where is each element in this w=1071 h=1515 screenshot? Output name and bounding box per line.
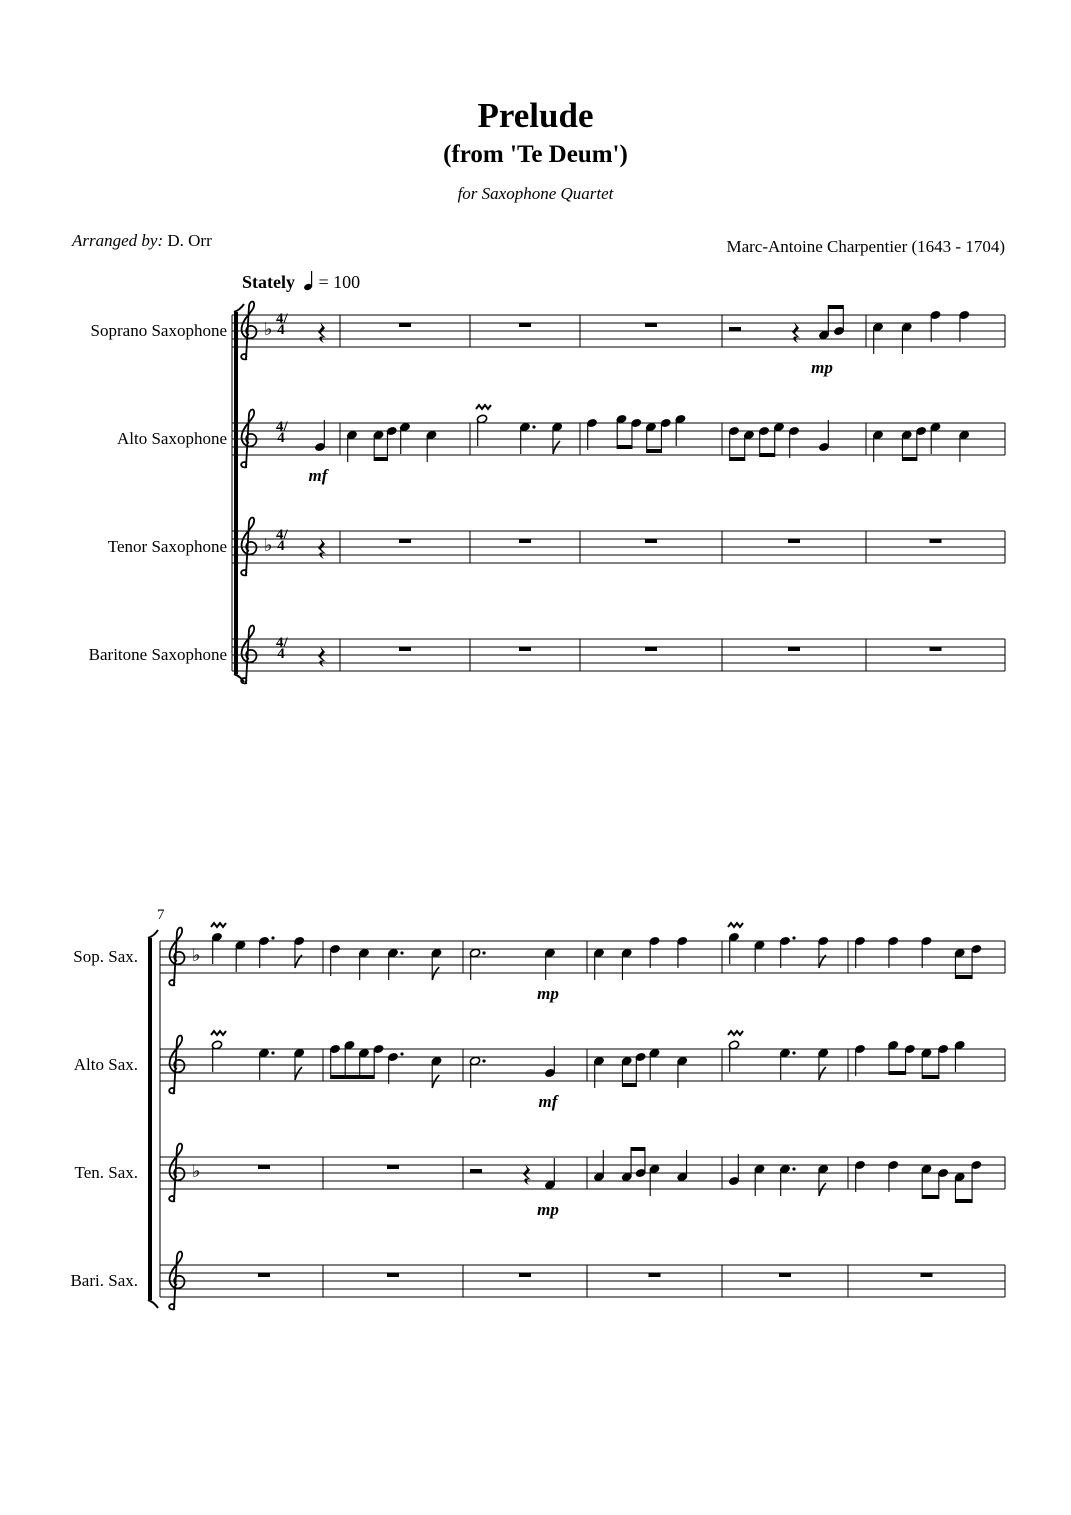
time-signature-alto: 4/4 bbox=[276, 419, 288, 446]
whole-rest bbox=[258, 1273, 270, 1277]
beam bbox=[902, 457, 916, 461]
dynamic-mp: mp bbox=[811, 358, 833, 377]
whole-rest bbox=[645, 539, 657, 543]
treble-clef-icon bbox=[169, 928, 184, 986]
whole-rest bbox=[399, 323, 411, 327]
whole-rest bbox=[649, 1273, 661, 1277]
whole-rest bbox=[930, 647, 942, 651]
beam bbox=[622, 1083, 636, 1087]
composer: Marc-Antoine Charpentier (1643 - 1704) bbox=[726, 237, 1005, 256]
whole-rest bbox=[930, 539, 942, 543]
quarter-rest bbox=[792, 322, 800, 343]
treble-clef-icon bbox=[169, 1252, 184, 1310]
system-bracket bbox=[148, 938, 152, 1300]
staff-baritone-saxophone bbox=[89, 626, 1005, 684]
augmentation-dot bbox=[792, 1167, 795, 1170]
eighth-flag bbox=[553, 441, 560, 454]
staff-alto-saxophone bbox=[117, 405, 1005, 485]
flat-key-signature: ♭ bbox=[192, 945, 201, 966]
instrument-name: Tenor Saxophone bbox=[107, 537, 227, 556]
whole-rest bbox=[387, 1165, 399, 1169]
eighth-flag bbox=[295, 1067, 302, 1080]
beam bbox=[889, 1071, 906, 1075]
mordent-icon bbox=[476, 405, 491, 409]
quarter-rest bbox=[318, 322, 326, 343]
staff-sop-sax- bbox=[73, 923, 1005, 1003]
augmentation-dot bbox=[792, 1051, 795, 1054]
score-title: Prelude bbox=[477, 96, 594, 135]
beam bbox=[955, 1199, 972, 1203]
instrumentation: for Saxophone Quartet bbox=[457, 184, 614, 203]
eighth-flag bbox=[432, 1075, 439, 1088]
whole-rest bbox=[779, 1273, 791, 1277]
score-subtitle: (from 'Te Deum') bbox=[443, 141, 628, 168]
whole-rest bbox=[921, 1273, 933, 1277]
staff-tenor-saxophone bbox=[108, 518, 1005, 576]
system-1 bbox=[89, 302, 1005, 684]
instrument-name: Alto Sax. bbox=[73, 1055, 138, 1074]
instrument-name: Baritone Saxophone bbox=[88, 645, 227, 664]
flat-key-signature: ♭ bbox=[264, 319, 273, 340]
whole-rest bbox=[645, 647, 657, 651]
instrument-name: Alto Saxophone bbox=[116, 429, 227, 448]
bracket-top-curl bbox=[234, 304, 244, 312]
augmentation-dot bbox=[400, 951, 403, 954]
augmentation-dot bbox=[271, 936, 274, 939]
flat-key-signature: ♭ bbox=[264, 535, 273, 556]
quarter-rest bbox=[318, 646, 326, 667]
whole-rest bbox=[519, 539, 531, 543]
instrument-name: Bari. Sax. bbox=[70, 1271, 138, 1290]
beam bbox=[647, 449, 662, 453]
arranger-name: D. Orr bbox=[167, 231, 212, 250]
instrument-name: Soprano Saxophone bbox=[90, 321, 227, 340]
time-signature-baritone: 4/4 bbox=[276, 635, 288, 662]
quarter-rest bbox=[523, 1164, 531, 1185]
whole-rest bbox=[387, 1273, 399, 1277]
augmentation-dot bbox=[482, 1059, 485, 1062]
whole-rest bbox=[519, 647, 531, 651]
treble-clef-icon bbox=[241, 410, 256, 468]
arranger-label: Arranged by: bbox=[72, 231, 164, 250]
staff-bari-sax- bbox=[70, 1252, 1005, 1310]
system-2 bbox=[70, 907, 1005, 1309]
beam bbox=[617, 445, 632, 449]
mordent-icon bbox=[211, 923, 226, 927]
whole-rest bbox=[788, 539, 800, 543]
dynamic-mf: mf bbox=[538, 1092, 558, 1111]
time-signature-tenor: 4/4 bbox=[276, 527, 288, 554]
mordent-icon bbox=[728, 923, 743, 927]
beam bbox=[828, 305, 843, 309]
staff-alto-sax- bbox=[74, 1031, 1005, 1111]
instrument-name: Sop. Sax. bbox=[73, 947, 138, 966]
whole-rest bbox=[519, 1273, 531, 1277]
measure-number: 7 bbox=[157, 907, 165, 923]
staff-ten-sax- bbox=[75, 1144, 1006, 1220]
instrument-name: Ten. Sax. bbox=[74, 1163, 138, 1182]
treble-clef-icon bbox=[169, 1036, 184, 1094]
mordent-icon bbox=[728, 1031, 743, 1035]
augmentation-dot bbox=[271, 1051, 274, 1054]
tempo-text: Stately bbox=[242, 272, 295, 292]
beam bbox=[730, 457, 745, 461]
treble-clef-icon bbox=[169, 1144, 184, 1202]
whole-rest bbox=[788, 647, 800, 651]
augmentation-dot bbox=[400, 1052, 403, 1055]
treble-clef-icon bbox=[241, 626, 256, 684]
beam bbox=[922, 1195, 939, 1199]
dynamic-mf: mf bbox=[308, 466, 328, 485]
eighth-flag bbox=[819, 1183, 826, 1196]
beam bbox=[374, 457, 387, 461]
treble-clef-icon bbox=[241, 518, 256, 576]
eighth-flag bbox=[819, 1067, 826, 1080]
half-rest bbox=[470, 1169, 482, 1173]
beam bbox=[955, 975, 972, 979]
augmentation-dot bbox=[482, 951, 485, 954]
treble-clef-icon bbox=[241, 302, 256, 360]
beam bbox=[331, 1075, 375, 1079]
quarter-rest bbox=[318, 538, 326, 559]
eighth-flag bbox=[432, 967, 439, 980]
time-signature-soprano: 4/4 bbox=[276, 311, 288, 338]
whole-rest bbox=[519, 323, 531, 327]
flat-key-signature: ♭ bbox=[192, 1161, 201, 1182]
beam bbox=[922, 1075, 939, 1079]
whole-rest bbox=[399, 539, 411, 543]
dynamic-mp: mp bbox=[537, 984, 559, 1003]
mordent-icon bbox=[211, 1031, 226, 1035]
augmentation-dot bbox=[532, 425, 535, 428]
half-rest bbox=[729, 327, 741, 331]
bracket-bottom-curl bbox=[148, 1300, 158, 1308]
beam bbox=[631, 1147, 645, 1151]
whole-rest bbox=[645, 323, 657, 327]
beam bbox=[760, 453, 775, 457]
whole-rest bbox=[258, 1165, 270, 1169]
bracket-top-curl bbox=[148, 930, 158, 938]
whole-rest bbox=[399, 647, 411, 651]
staff-soprano-saxophone bbox=[91, 302, 1005, 378]
tempo-value: = 100 bbox=[318, 272, 361, 292]
dynamic-mp: mp bbox=[537, 1200, 559, 1219]
system-bracket bbox=[234, 312, 238, 674]
augmentation-dot bbox=[792, 936, 795, 939]
